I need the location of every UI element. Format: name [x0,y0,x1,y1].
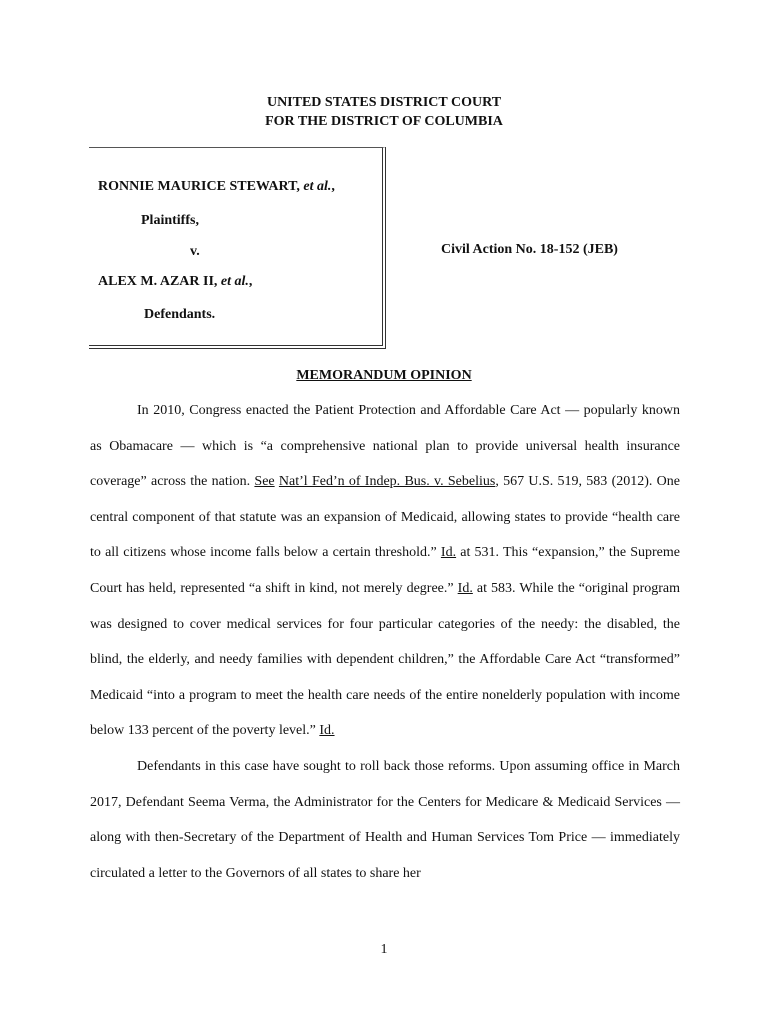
plaintiff-comma: , [331,179,335,194]
court-district: FOR THE DISTRICT OF COLUMBIA [265,114,503,129]
defendants-label: Defendants. [144,307,216,322]
para1-text-5: at 583. While the “original program was designed to cover medical services for four particular categories of the needy: the disabled, the blind, the elderly, and needy families with dependent children,” the Affordable Care Act “transformed” Medicaid “into a program to meet the health care needs of the entire nonelderly population with income below 133 percent of the poverty level.” [90,580,681,739]
paragraph-2: Defendants in this case have sought to roll back those reforms. Upon assuming office in March 2017, Defendant Seema Verma, the Administrator for the Centers for Medicare & Medicaid Services — along with then-Secretary of the Department of Health and Human Services Tom Price — immediately circulated a letter to the Governors of all states to share her [90,758,680,881]
opinion-body [90,393,680,891]
memo-title: MEMORANDUM OPINION [296,368,472,383]
defendant-comma: , [248,274,253,289]
plaintiff-name: RONNIE MAURICE STEWART, [98,179,304,194]
id-citation-1: Id. [440,545,457,561]
defendant-et-al: et al. [220,274,249,289]
see-signal: See [254,474,275,490]
para1-text-1: In 2010, Congress enacted the Patient Protection and Affordable Care Act — popularly known as Obamacare — which is “a comprehensive national plan to provide universal health insurance coverage” across the nation. [90,403,680,490]
para1-text-4: at 531. This “expansion,” the Supreme Court has held, represented “a shift in kind, not merely degree.” [90,545,680,596]
plaintiff-et-al: et al. [303,179,332,194]
case-caption-box [89,147,386,349]
paragraph-1 [90,393,680,749]
court-heading [0,93,768,131]
plaintiffs-label: Plaintiffs, [141,213,199,228]
id-citation-3: Id. [319,723,335,739]
case-citation: Nat’l Fed’n of Indep. Bus. v. Sebelius [278,474,496,490]
id-citation-2: Id. [457,580,473,596]
defendant-name: ALEX M. AZAR II, [98,274,221,289]
court-name: UNITED STATES DISTRICT COURT [266,95,502,110]
plaintiff-line [98,179,335,195]
page-number: 1 [380,942,388,957]
civil-action-number: Civil Action No. 18-152 (JEB) [441,242,618,257]
versus-label: v. [190,244,200,259]
para1-text-3: , 567 U.S. 519, 583 (2012). One central component of that statute was an expansion of Medicaid, allowing states to provide “health care to all citizens whose income falls below a certain threshold.” [90,474,680,561]
defendant-line [98,274,252,290]
